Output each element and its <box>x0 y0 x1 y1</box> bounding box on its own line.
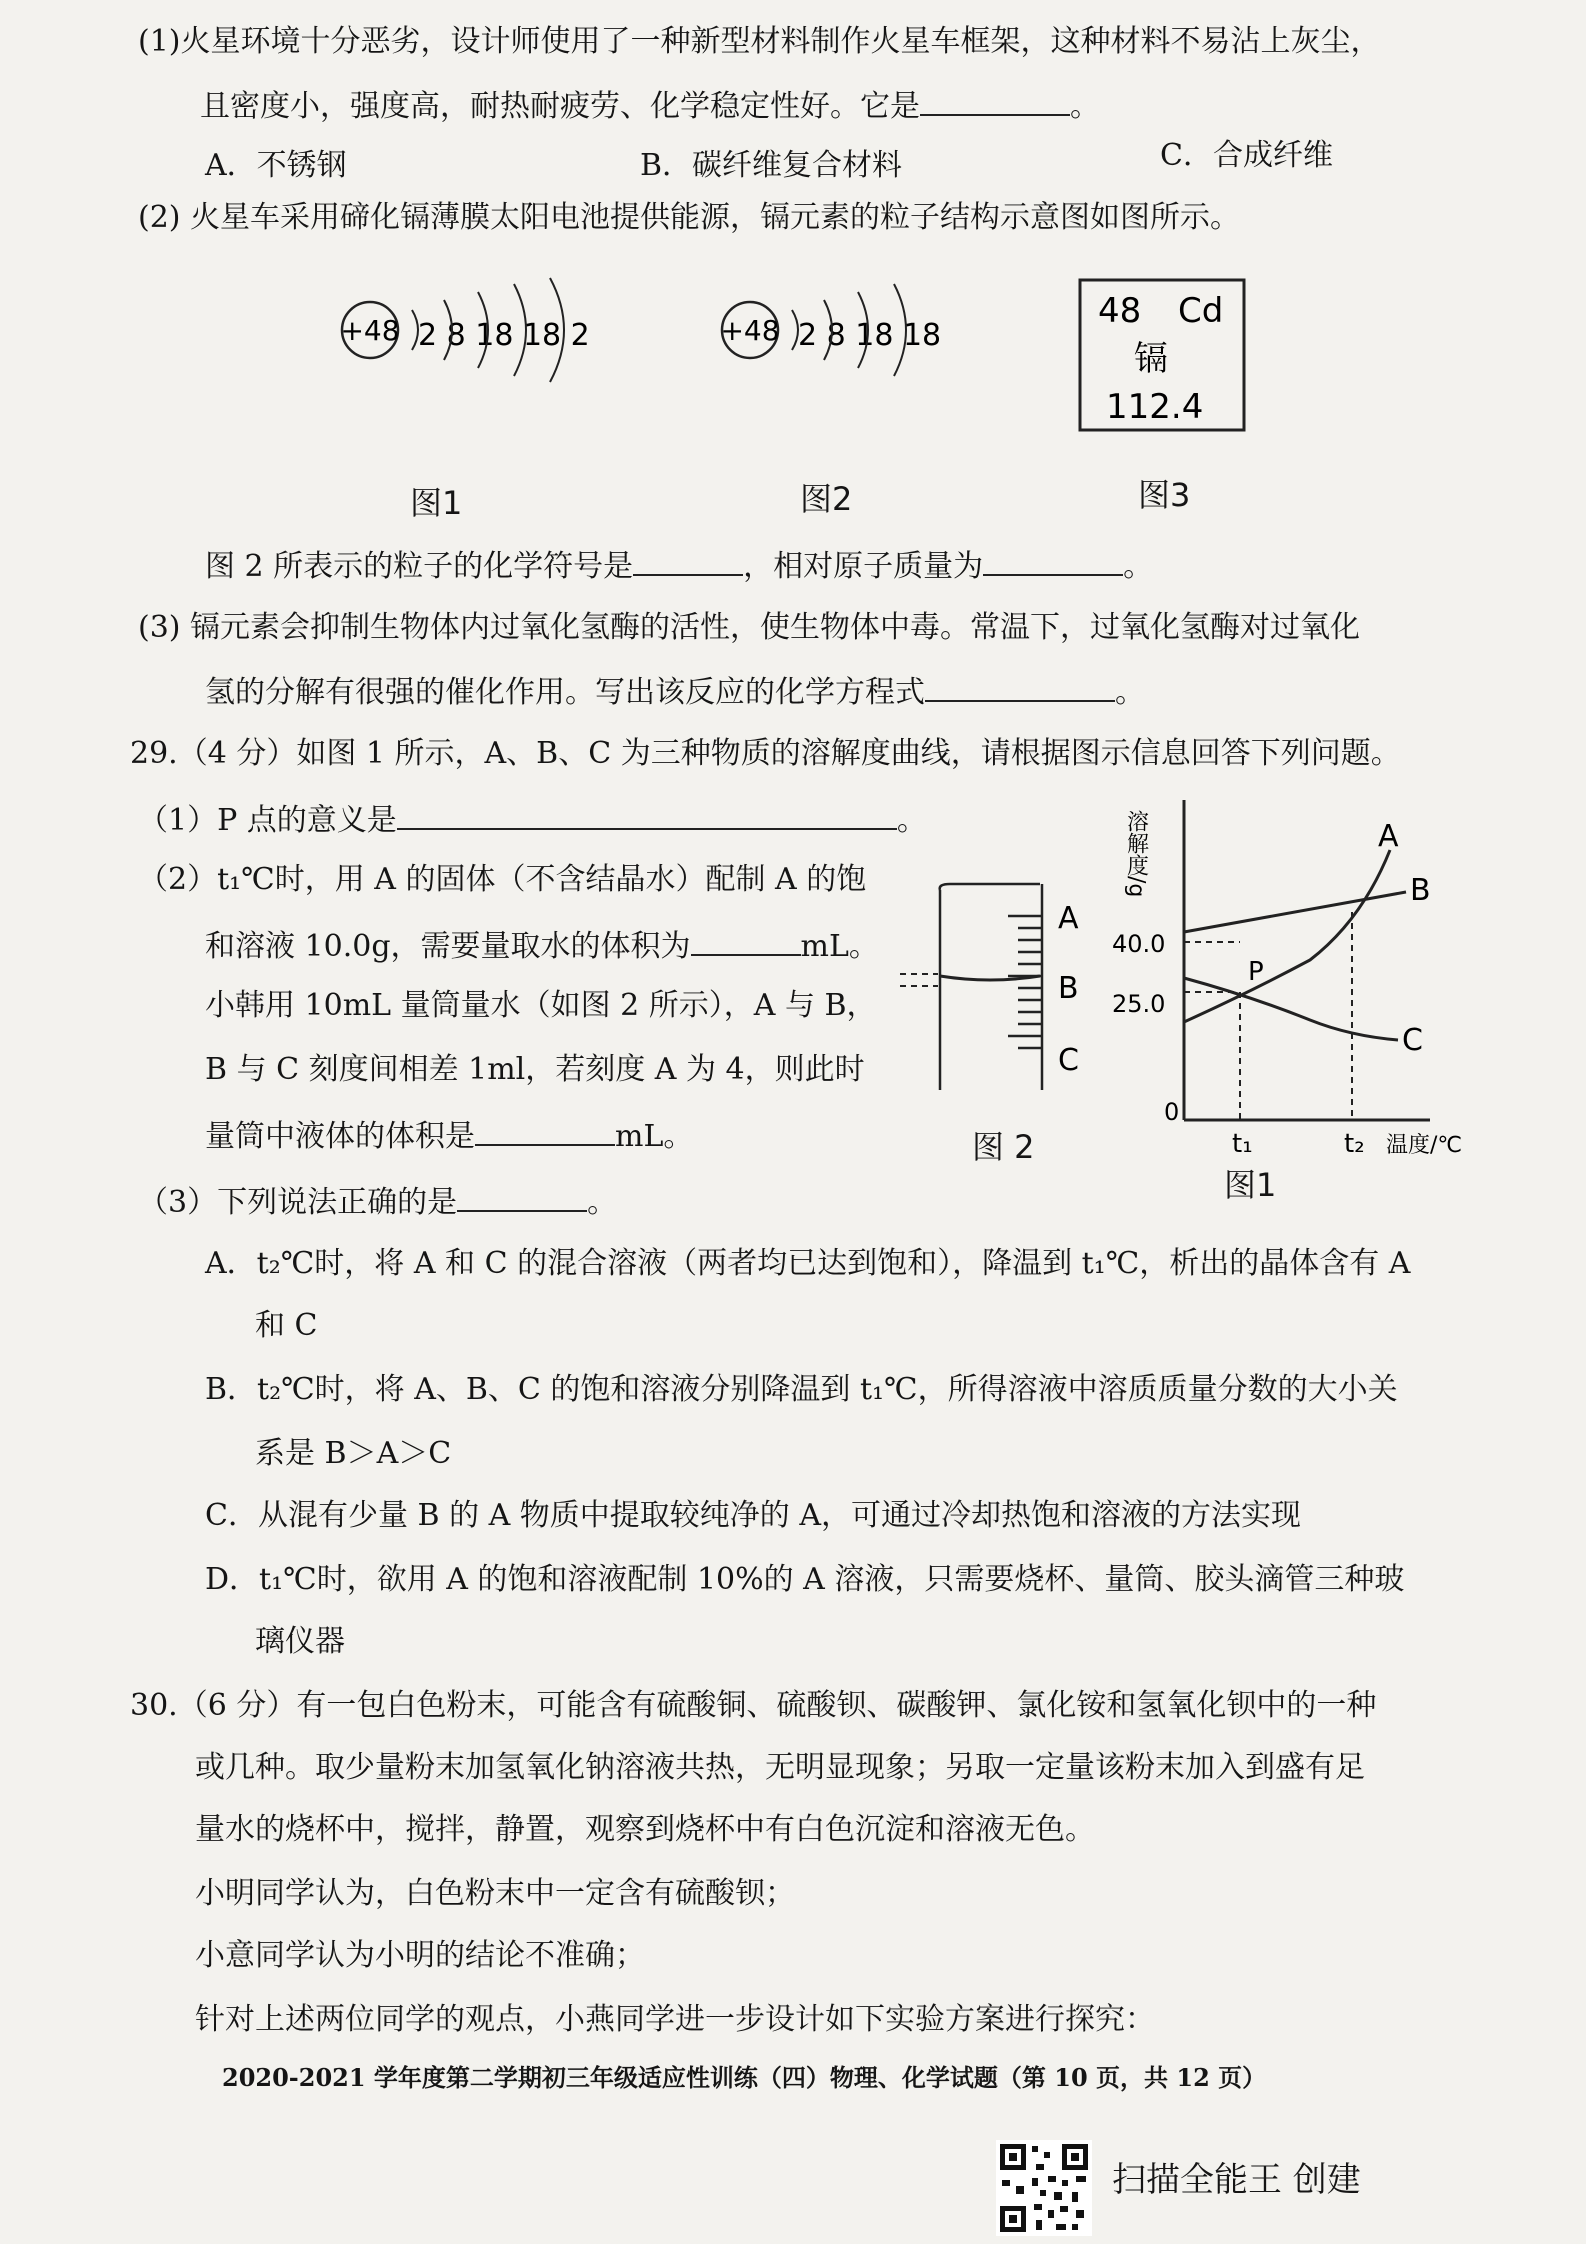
q28-option-a: A．不锈钢 <box>205 148 347 183</box>
punct: 。 <box>896 803 927 838</box>
graph-caption: 图1 <box>1224 1166 1277 1204</box>
q30-line6: 针对上述两位同学的观点，小燕同学进一步设计如下实验方案进行探究： <box>195 2002 1155 2037</box>
solubility-curve-figure <box>1100 780 1480 1159</box>
x-tick-t2: t₂ <box>1344 1129 1365 1159</box>
atom-structure-figure-1 <box>320 260 620 400</box>
q29-option-c: C．从混有少量 B 的 A 物质中提取较纯净的 A，可通过冷却热饱和溶液的方法实现 <box>205 1498 1302 1533</box>
answer-blank[interactable] <box>397 798 897 830</box>
q28-option-c: C．合成纤维 <box>1160 138 1333 173</box>
atomic-mass: 112.4 <box>1106 387 1204 427</box>
qr-code-icon <box>996 2140 1092 2236</box>
figure-1-caption: 图1 <box>410 484 463 522</box>
answer-blank[interactable] <box>457 1180 587 1212</box>
page-footer: 2020-2021 学年度第二学期初三年级适应性训练（四）物理、化学试题（第 10 页，共 12 页） <box>222 2063 1267 2092</box>
q29-option-a-line1: A．t₂℃时，将 A 和 C 的混合溶液（两者均已达到饱和），降温到 t₁℃，析出的晶体含有 A <box>205 1246 1411 1281</box>
question-text: （3）下列说法正确的是 <box>138 1185 458 1220</box>
y-tick-25: 25.0 <box>1112 990 1166 1018</box>
question-text: 图 2 所表示的粒子的化学符号是 <box>205 549 634 584</box>
cylinder-caption: 图 2 <box>972 1128 1035 1166</box>
q30-line2: 或几种。取少量粉末加氢氧化钠溶液共热，无明显现象；另取一定量该粉末加入到盛有足 <box>195 1750 1365 1785</box>
q29-part2-line3: 小韩用 10mL 量筒量水（如图 2 所示），A 与 B， <box>205 988 877 1023</box>
curve-c <box>1184 978 1398 1040</box>
q29-part2-line2 <box>205 924 879 967</box>
punct: 。 <box>1115 675 1145 710</box>
point-p-label: P <box>1248 957 1264 987</box>
curve-c-label: C <box>1402 1023 1423 1058</box>
answer-blank[interactable] <box>691 924 801 956</box>
cylinder-mark-a: A <box>1058 901 1079 936</box>
q29-part1 <box>138 798 927 841</box>
curve-b <box>1184 892 1406 932</box>
y-tick-40: 40.0 <box>1112 930 1166 958</box>
question-text: 和溶液 10.0g，需要量取水的体积为 <box>205 929 691 964</box>
q28-part2-question <box>205 544 1153 587</box>
cylinder-mark-c: C <box>1058 1043 1079 1078</box>
figure-2-caption: 图2 <box>800 480 853 518</box>
origin-label: 0 <box>1164 1098 1180 1126</box>
q30-line4: 小明同学认为，白色粉末中一定含有硫酸钡； <box>195 1876 795 1911</box>
answer-blank[interactable] <box>920 84 1070 116</box>
graduated-cylinder-figure <box>890 880 1100 1100</box>
unit: mL。 <box>615 1119 694 1154</box>
cylinder-mark-b: B <box>1058 971 1079 1006</box>
q28-option-b: B．碳纤维复合材料 <box>640 148 903 183</box>
scanner-watermark: 扫描全能王 创建 <box>1112 2160 1361 2200</box>
q30-line1: 30.（6 分）有一包白色粉末，可能含有硫酸铜、硫酸钡、碳酸钾、氯化铵和氢氧化钡中的一种 <box>130 1688 1377 1723</box>
q29-option-b-line1: B．t₂℃时，将 A、B、C 的饱和溶液分别降温到 t₁℃，所得溶液中溶质质量分数的大小关 <box>205 1372 1398 1407</box>
q28-part3-line1: (3) 镉元素会抑制生物体内过氧化氢酶的活性，使生物体中毒。常温下，过氧化氢酶对过氧化 <box>138 610 1361 645</box>
q29-option-b-line2: 系是 B＞A＞C <box>255 1436 452 1471</box>
punct: 。 <box>1123 549 1154 584</box>
figure-3-caption: 图3 <box>1138 476 1191 514</box>
curve-a-label: A <box>1378 819 1399 854</box>
nucleus-label: +48 <box>340 314 400 347</box>
atom-structure-figure-2 <box>700 260 960 400</box>
nucleus-label: +48 <box>720 314 780 347</box>
punct: 。 <box>587 1185 618 1220</box>
curve-b-label: B <box>1410 873 1431 908</box>
q28-part1-line2 <box>200 84 1100 127</box>
answer-blank[interactable] <box>633 544 743 576</box>
question-text: 氢的分解有很强的催化作用。写出该反应的化学方程式 <box>205 675 925 710</box>
question-text: 量筒中液体的体积是 <box>205 1119 475 1154</box>
element-symbol: Cd <box>1178 291 1224 331</box>
q29-part2-line4: B 与 C 刻度间相差 1ml，若刻度 A 为 4，则此时 <box>205 1052 865 1087</box>
q29-part2-line1: （2）t₁℃时，用 A 的固体（不含结晶水）配制 A 的饱 <box>138 862 867 897</box>
q30-line5: 小意同学认为小明的结论不准确； <box>195 1938 645 1973</box>
element-name: 镉 <box>1134 339 1168 379</box>
unit: mL。 <box>800 929 879 964</box>
q29-option-a-line2: 和 C <box>255 1308 318 1343</box>
q29-stem: 29.（4 分）如图 1 所示，A、B、C 为三种物质的溶解度曲线，请根据图示信息回答下列问题。 <box>130 736 1401 771</box>
q29-option-d-line2: 璃仪器 <box>255 1624 345 1659</box>
q28-part1-line1: (1)火星环境十分恶劣，设计师使用了一种新型材料制作火星车框架，这种材料不易沾上灰尘， <box>138 24 1381 59</box>
shell-numbers: 2 8 18 18 <box>798 318 942 353</box>
answer-blank[interactable] <box>475 1114 615 1146</box>
q29-part3 <box>138 1180 617 1223</box>
answer-blank[interactable] <box>983 544 1123 576</box>
x-tick-t1: t₁ <box>1232 1129 1253 1159</box>
question-text: （1）P 点的意义是 <box>138 803 397 838</box>
q28-part1-text: 且密度小，强度高，耐热耐疲劳、化学稳定性好。它是 <box>200 89 920 124</box>
punct: 。 <box>1070 89 1100 124</box>
q28-part3-line2 <box>205 670 1145 713</box>
atomic-number: 48 <box>1098 291 1142 331</box>
question-text: ，相对原子质量为 <box>743 549 984 584</box>
shell-numbers: 2 8 18 18 2 <box>418 318 590 353</box>
q29-part2-line5 <box>205 1114 693 1157</box>
y-axis-label: 溶解度/g <box>1123 810 1149 898</box>
curve-a <box>1184 850 1390 1022</box>
x-axis-label: 温度/℃ <box>1386 1133 1463 1158</box>
q30-line3: 量水的烧杯中，搅拌，静置，观察到烧杯中有白色沉淀和溶液无色。 <box>195 1812 1095 1847</box>
q29-option-d-line1: D．t₁℃时，欲用 A 的饱和溶液配制 10%的 A 溶液，只需要烧杯、量筒、胶头滴管三种玻 <box>205 1562 1405 1597</box>
element-cell-figure-3 <box>1078 278 1248 438</box>
q28-part2-line1: (2) 火星车采用碲化镉薄膜太阳电池提供能源，镉元素的粒子结构示意图如图所示。 <box>138 200 1241 235</box>
answer-blank[interactable] <box>925 670 1115 702</box>
